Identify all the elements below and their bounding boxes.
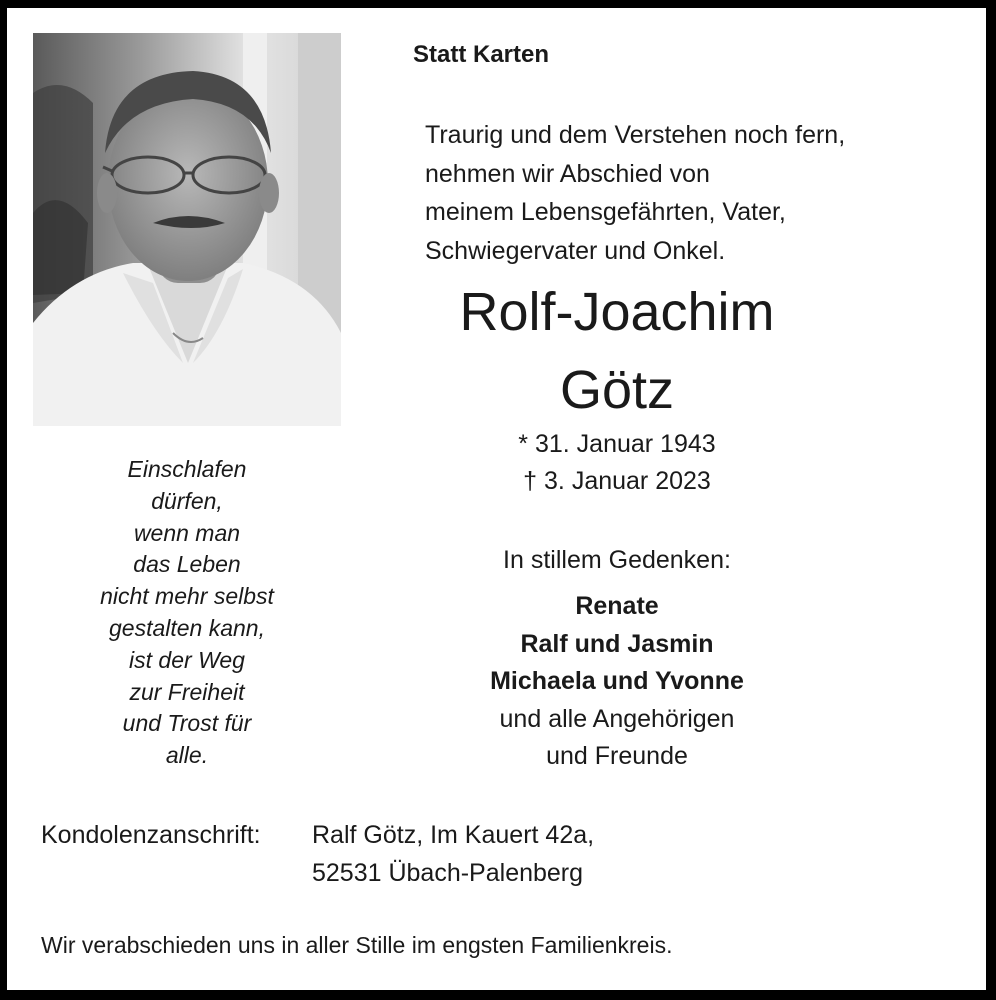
mourner-name: Ralf und Jasmin	[520, 629, 714, 658]
gedenken-heading: In stillem Gedenken:	[503, 546, 731, 574]
obituary-notice	[7, 8, 986, 990]
mourner-name: Michaela und Yvonne	[490, 667, 744, 695]
intro-line: Traurig und dem Verstehen noch fern,	[425, 121, 846, 149]
poem-line: und Trost für	[122, 710, 252, 737]
deceased-last-name: Götz	[559, 360, 675, 420]
intro-line: meinem Lebensgefährten, Vater,	[425, 198, 786, 226]
deceased-first-name: Rolf-Joachim	[459, 282, 775, 342]
condolence-address-line2: 52531 Übach-Palenberg	[312, 859, 584, 887]
life-dates	[447, 426, 787, 500]
intro-line: nehmen wir Abschied von	[425, 159, 710, 188]
poem-line: gestalten kann,	[108, 614, 265, 641]
statt-karten-heading: Statt Karten	[413, 41, 550, 68]
poem-line: alle.	[165, 742, 209, 769]
death-date: † 3. Januar 2023	[523, 467, 711, 495]
condolence-address-line1: Ralf Götz, Im Kauert 42a,	[312, 821, 595, 849]
poem-line: ist der Weg	[129, 646, 245, 673]
poem-line: zur Freiheit	[129, 678, 245, 705]
mourner-name: Renate	[575, 592, 659, 620]
poem-line: wenn man	[133, 519, 241, 546]
portrait-photo	[33, 33, 341, 426]
condolence-label: Kondolenzanschrift:	[41, 821, 261, 849]
poem-line: dürfen,	[151, 487, 223, 514]
poem-line: nicht mehr selbst	[100, 583, 274, 610]
intro-text	[425, 116, 845, 270]
intro-line: Schwiegervater und Onkel.	[425, 236, 726, 265]
closing-note: Wir verabschieden uns in aller Stille im engsten Familienkreis.	[41, 932, 673, 958]
mourner-others: und Freunde	[546, 742, 688, 770]
poem-line: das Leben	[133, 551, 241, 578]
poem-line: Einschlafen	[127, 456, 247, 482]
mourner-others: und alle Angehörigen	[499, 704, 735, 733]
portrait-illustration	[33, 33, 341, 426]
mourners-list	[407, 588, 827, 776]
birth-date: * 31. Januar 1943	[518, 430, 716, 458]
poem	[47, 454, 327, 772]
